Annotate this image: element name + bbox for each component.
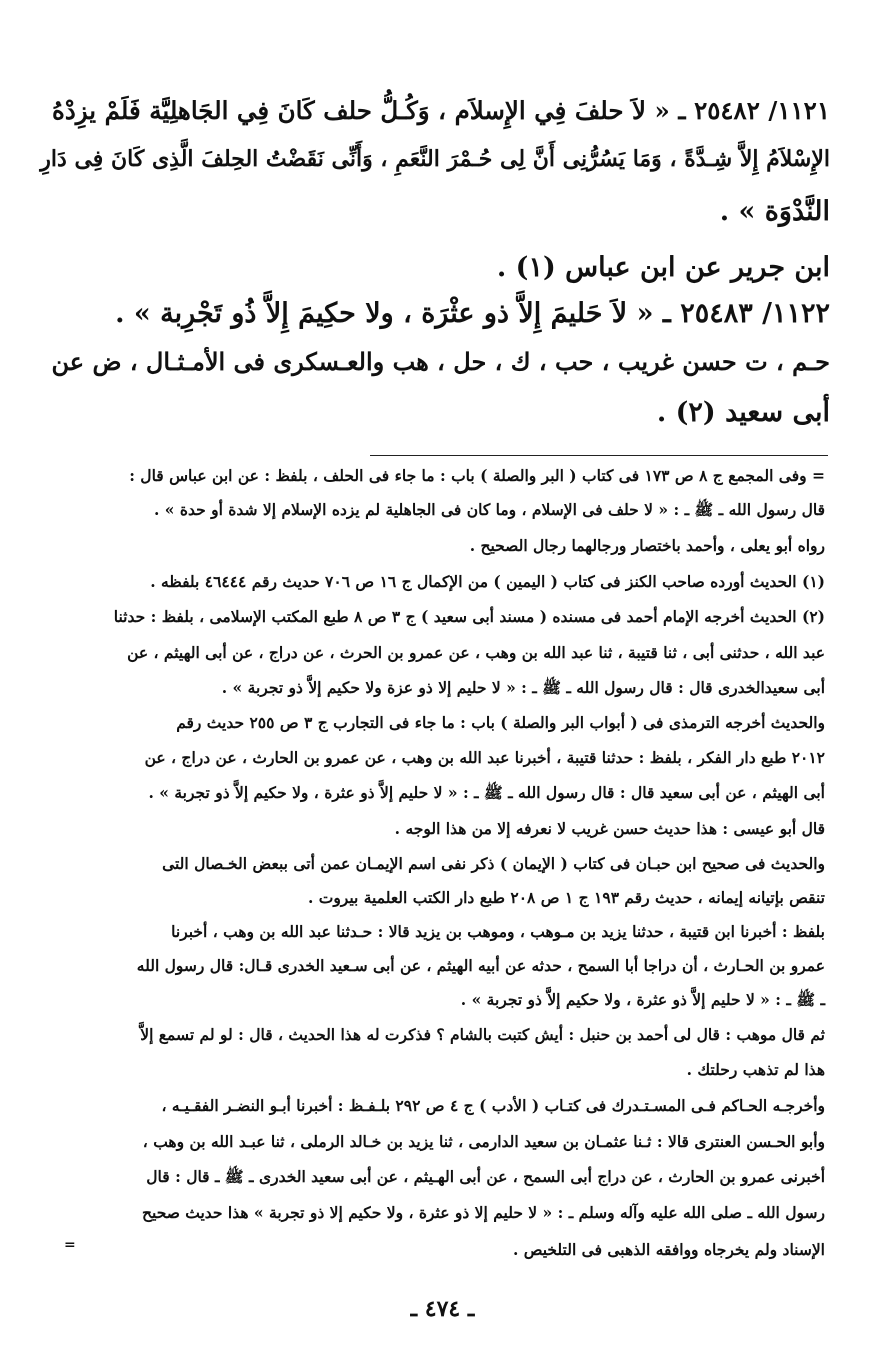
footnote-line: قال أبو عيسى : هذا حديث حسن غريب لا نعرفه إلا من هذا الوجه . [394,819,825,838]
footnote-line: عبد الله ، حدثنى أبى ، ثنا قتيبة ، ثنا عبد الله بن وهب ، عن عمرو بن الحرث ، عن دراج ، عن أبى الهيثم ، عن [127,643,825,662]
footnote-line: أبى الهيثم ، عن أبى سعيد قال : قال رسول الله ـ ﷺ ـ : « لا حليم إلاَّ ذو عثرة ، ولا حكيم إلاَّ ذو تجربة » . [148,783,825,802]
main-text-line: النَّدْوَة » . [719,196,830,227]
continuation-mark: = [64,1237,76,1253]
footnote-line: (١) الحديث أورده صاحب الكنز فى كتاب ( اليمين ) من الإكمال ج ١٦ ص ٧٠٦ حديث رقم ٤٦٤٤٤ بلفظه . [150,572,825,591]
main-text-line: ١١٢١/ ٢٥٤٨٢ ـ « لاَ حلفَ فِي الإِسلاَم ، وَكُـلُّ حلف كَانَ فِي الجَاهلِيَّة فَلَمْ يزِدْهُ [52,96,830,125]
footnote-line: قال رسول الله ـ ﷺ ـ : « لا حلف فى الإسلام ، وما كان فى الجاهلية لم يزده الإسلام إلا شدة أو حدة » . [153,500,825,519]
footnote-line: ٢٠١٢ طبع دار الفكر ، بلفظ : حدثنا قتيبة ، أخبرنا عبد الله بن وهب ، عن عمرو بن الحارث ، عن دراج ، عن [144,748,825,767]
main-text-line: ابن جرير عن ابن عباس (١) . [496,252,830,283]
page-number: ـ ٤٧٤ ـ [410,1296,475,1322]
footnote-line: أخبرنى عمرو بن الحارث ، عن دراج أبى السمح ، عن أبى الهـيثم ، عن أبى سعيد الخدرى ـ ﷺ ـ قال : قال [146,1167,825,1186]
main-text-line: ١١٢٢/ ٢٥٤٨٣ ـ « لاَ حَليمَ إِلاَّ ذو عثْرَة ، ولا حكِيمَ إِلاَّ ذُو تَجْرِبة » . [115,298,830,329]
main-text-line: أبى سعيد (٢) . [656,397,830,428]
footnote-line: هذا لم تذهب رحلتك . [686,1060,825,1079]
footnote-line: أبى سعيدالخدرى قال : قال رسول الله ـ ﷺ ـ : « لا حليم إلا ذو عزة ولا حكيم إلاَّ ذو تجربة » . [221,678,825,697]
footnote-line: والحديث أخرجه الترمذى فى ( أبواب البر والصلة ) باب : ما جاء فى التجارب ج ٣ ص ٢٥٥ حديث رقم [176,713,825,732]
footnote-line: والحديث فى صحيح ابن حبـان فى كتاب ( الإيمان ) ذكر نفى اسم الإيمـان عمن أتى ببعض الخـصال التى [162,854,825,873]
footnote-line: وأخرجـه الحـاكم فـى المسـتـدرك فى كتـاب ( الأدب ) ج ٤ ص ٢٩٢ بلـفـظ : أخبرنا أبـو النضـر الفقـيـه ، [161,1096,825,1115]
footnote-line: وأبو الحـسن العنترى قالا : ثـنا عثمـان بن سعيد الدارمى ، ثنا يزيد بن خـالد الرملى ، ثنا عبـد الله بن وهب ، [142,1132,825,1151]
footnote-line: = وفى المجمع ج ٨ ص ١٧٣ فى كتاب ( البر والصلة ) باب : ما جاء فى الحلف ، بلفظ : عن ابن عباس قال : [129,466,825,485]
footnote-line: الإسناد ولم يخرجاه ووافقه الذهبى فى التلخيص . [512,1240,825,1259]
footnote-line: بلفظ : أخبرنا ابن قتيبة ، حدثنا يزيد بن مـوهب ، وموهب بن يزيد قالا : حـدثنا عبد الله بن وهب ، أخبرنا [171,922,825,941]
footnote-line: رسول الله ـ صلى الله عليه وآله وسلم ـ : « لا حليم إلا ذو عثرة ، ولا حكيم إلا ذو تجربة » هذا حديث صحيح [142,1203,825,1222]
footnote-line: عمرو بن الحـارث ، أن دراجا أبا السمح ، حدثه عن أبيه الهيثم ، عن أبى سـعيد الخدرى قـال: قال رسول الله [136,956,825,975]
footnote-line: ثم قال موهب : قال لى أحمد بن حنبل : أيش كتبت بالشام ؟ فذكرت له هذا الحديث ، قال : لو لم تسمع إلاَّ [140,1025,825,1044]
footnote-line: ـ ﷺ ـ : « لا حليم إلاَّ ذو عثرة ، ولا حكيم إلاَّ ذو تجربة » . [460,990,825,1009]
footnote-line: (٢) الحديث أخرجه الإمام أحمد فى مسنده ( مسند أبى سعيد ) ج ٣ ص ٨ طبع المكتب الإسلامى ، بلفظ : حدثنا [113,607,825,626]
main-text-line: حـم ، ت حسن غريب ، حب ، ك ، حل ، هب والعـسكرى فى الأمـثـال ، ض عن [51,347,830,376]
footnote-line: تنقص بإتيانه إيمانه ، حديث رقم ١٩٣ ج ١ ص ٢٠٨ طبع دار الكتب العلمية بيروت . [307,888,825,907]
main-text-line: الإِسْلاَمُ إِلاَّ شِـدَّةً ، وَمَا يَسُرُّنِى أَنَّ لِى حُـمْرَ النَّعَمِ ، وَأَنِّى نَقَضْتُ الحِلفَ الَّذِى كَانَ فِى دَارِ [40,146,830,172]
footnote-separator [370,455,828,456]
footnote-line: رواه أبو يعلى ، وأحمد باختصار ورجالهما رجال الصحيح . [469,536,825,555]
